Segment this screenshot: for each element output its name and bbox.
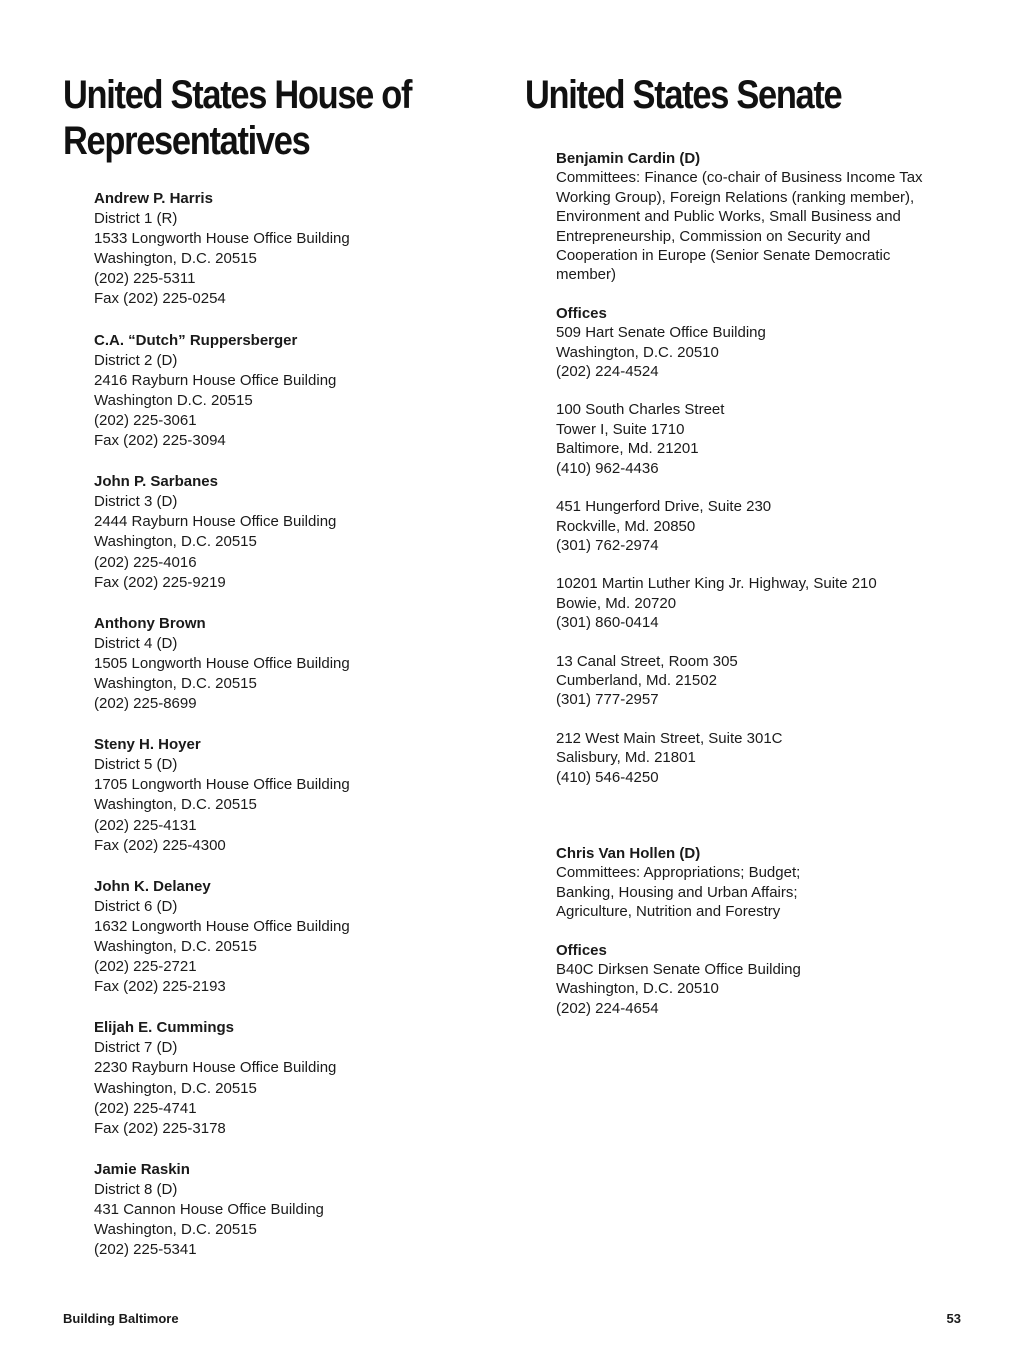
senator-committees-line: Agriculture, Nutrition and Forestry [556, 903, 781, 921]
member-detail-line: (202) 225-8699 [94, 695, 197, 713]
office-address-line: Washington, D.C. 20510 [556, 343, 719, 361]
member-detail-line: 1632 Longworth House Office Building [94, 917, 350, 935]
member-detail-line: (202) 225-4741 [94, 1099, 197, 1117]
house-heading [63, 72, 433, 164]
office-address-line: 212 West Main Street, Suite 301C [556, 729, 783, 747]
senator-separator [556, 787, 986, 844]
senate-heading [525, 72, 921, 118]
senator-entry [556, 844, 986, 1018]
member-name: Anthony Brown [94, 614, 206, 632]
office-address-line: (410) 962-4436 [556, 459, 659, 477]
member-detail-line: Washington, D.C. 20515 [94, 674, 257, 692]
senator-name: Benjamin Cardin (D) [556, 150, 701, 167]
office-address [556, 729, 986, 787]
house-member-list [94, 189, 494, 1281]
office-address-line: 13 Canal Street, Room 305 [556, 652, 738, 670]
office-address-line: 10201 Martin Luther King Jr. Highway, Suite 210 [556, 575, 877, 593]
member-detail-line: (202) 225-2721 [94, 958, 197, 976]
member-detail-line: 1533 Longworth House Office Building [94, 230, 350, 248]
member-detail-line: 2416 Rayburn House Office Building [94, 371, 337, 389]
office-address [556, 497, 986, 555]
office-address-line: (410) 546-4250 [556, 768, 659, 786]
senator-committees-line: Banking, Housing and Urban Affairs; [556, 883, 798, 901]
member-detail-line: (202) 225-5311 [94, 270, 196, 288]
member-detail-line: Washington, D.C. 20515 [94, 250, 257, 268]
senate-heading-text: United States Senate [525, 73, 842, 117]
member-detail-line: Fax (202) 225-3094 [94, 432, 226, 450]
office-address [556, 960, 986, 1018]
senate-column [525, 72, 985, 1017]
office-address-line: Salisbury, Md. 21801 [556, 749, 696, 767]
member-name: Steny H. Hoyer [94, 736, 201, 754]
senator-committees-line: member) [556, 266, 617, 284]
footer-publication-title: Building Baltimore [63, 1311, 179, 1326]
member-detail-line: Fax (202) 225-4300 [94, 836, 226, 854]
member-detail-line: Washington, D.C. 20515 [94, 533, 257, 551]
house-heading-line2: Representatives [63, 119, 310, 163]
member-detail-line: District 3 (D) [94, 493, 178, 511]
office-address-line: Cumberland, Md. 21502 [556, 671, 717, 689]
member-detail-line: Washington, D.C. 20515 [94, 938, 257, 955]
office-address-line: 509 Hart Senate Office Building [556, 324, 766, 342]
office-address-line: 100 South Charles Street [556, 401, 725, 419]
senator-offices-label: Offices [556, 304, 607, 322]
senator-list [556, 149, 986, 1018]
senator-committees-line: Cooperation in Europe (Senior Senate Democratic [556, 247, 891, 265]
office-address-line: B40C Dirksen Senate Office Building [556, 961, 801, 978]
member-name: Jamie Raskin [94, 1160, 190, 1178]
office-address-line: (301) 762-2974 [556, 536, 659, 554]
member-detail-line: 431 Cannon House Office Building [94, 1201, 324, 1219]
member-detail-line: (202) 225-4016 [94, 553, 197, 571]
member-name: Elijah E. Cummings [94, 1019, 235, 1037]
house-member-entry [94, 189, 494, 310]
office-address-line: (202) 224-4524 [556, 363, 659, 381]
office-address-line: Rockville, Md. 20850 [556, 517, 696, 535]
senator-committees-line: Working Group), Foreign Relations (ranking member), [556, 188, 915, 206]
office-address-line: (202) 224-4654 [556, 999, 659, 1017]
member-detail-line: Fax (202) 225-3178 [94, 1119, 226, 1137]
office-address-line: (301) 860-0414 [556, 614, 659, 632]
member-detail-line: 2230 Rayburn House Office Building [94, 1059, 337, 1077]
office-address-line: 451 Hungerford Drive, Suite 230 [556, 498, 772, 516]
senator-committees-line: Committees: Finance (co-chair of Business Income Tax [556, 169, 923, 187]
member-detail-line: District 2 (D) [94, 351, 178, 369]
house-member-entry [94, 331, 494, 452]
member-detail-line: District 7 (D) [94, 1039, 178, 1057]
member-name: John P. Sarbanes [94, 473, 218, 491]
office-address [556, 652, 986, 710]
senator-offices-label: Offices [556, 941, 607, 959]
member-detail-line: Washington, D.C. 20515 [94, 1079, 257, 1097]
member-detail-line: (202) 225-4131 [94, 816, 197, 834]
member-detail-line: Fax (202) 225-2193 [94, 978, 226, 996]
member-detail-line: 2444 Rayburn House Office Building [94, 513, 337, 531]
member-detail-line: Fax (202) 225-9219 [94, 573, 226, 591]
member-name: John K. Delaney [94, 877, 211, 895]
senator-committees-line: Environment and Public Works, Small Business and [556, 208, 901, 226]
member-detail-line: Washington, D.C. 20515 [94, 1221, 257, 1239]
member-detail-line: (202) 225-5341 [94, 1241, 197, 1259]
house-column [63, 72, 493, 1259]
house-member-entry [94, 614, 494, 714]
member-name: C.A. “Dutch” Ruppersberger [94, 331, 298, 349]
member-detail-line: 1705 Longworth House Office Building [94, 776, 350, 794]
member-detail-line: (202) 225-3061 [94, 411, 197, 429]
senator-committees-line: Entrepreneurship, Commission on Security and [556, 227, 871, 245]
office-address [556, 400, 986, 478]
member-detail-line: Washington D.C. 20515 [94, 391, 253, 409]
member-detail-line: District 4 (D) [94, 634, 178, 652]
house-heading-line1: United States House of [63, 73, 412, 117]
office-address-line: Bowie, Md. 20720 [556, 594, 677, 612]
senator-entry [556, 149, 986, 787]
office-address-line: Washington, D.C. 20510 [556, 980, 719, 998]
member-detail-line: District 8 (D) [94, 1180, 178, 1198]
senator-name: Chris Van Hollen (D) [556, 844, 701, 862]
footer-page-number: 53 [946, 1311, 961, 1326]
house-member-entry [94, 877, 494, 998]
office-address [556, 323, 986, 381]
member-detail-line: District 6 (D) [94, 897, 178, 915]
member-detail-line: Washington, D.C. 20515 [94, 796, 257, 814]
member-detail-line: 1505 Longworth House Office Building [94, 654, 350, 672]
member-detail-line: District 1 (R) [94, 210, 178, 228]
house-member-entry [94, 472, 494, 593]
house-member-entry [94, 735, 494, 856]
house-member-entry [94, 1018, 494, 1139]
senator-committees-line: Committees: Appropriations; Budget; [556, 864, 801, 882]
member-name: Andrew P. Harris [94, 190, 213, 207]
office-address-line: Tower I, Suite 1710 [556, 420, 685, 438]
member-detail-line: District 5 (D) [94, 756, 178, 774]
office-address-line: Baltimore, Md. 21201 [556, 440, 699, 458]
office-address [556, 574, 986, 632]
member-detail-line: Fax (202) 225-0254 [94, 290, 226, 308]
office-address-line: (301) 777-2957 [556, 691, 659, 709]
house-member-entry [94, 1160, 494, 1260]
